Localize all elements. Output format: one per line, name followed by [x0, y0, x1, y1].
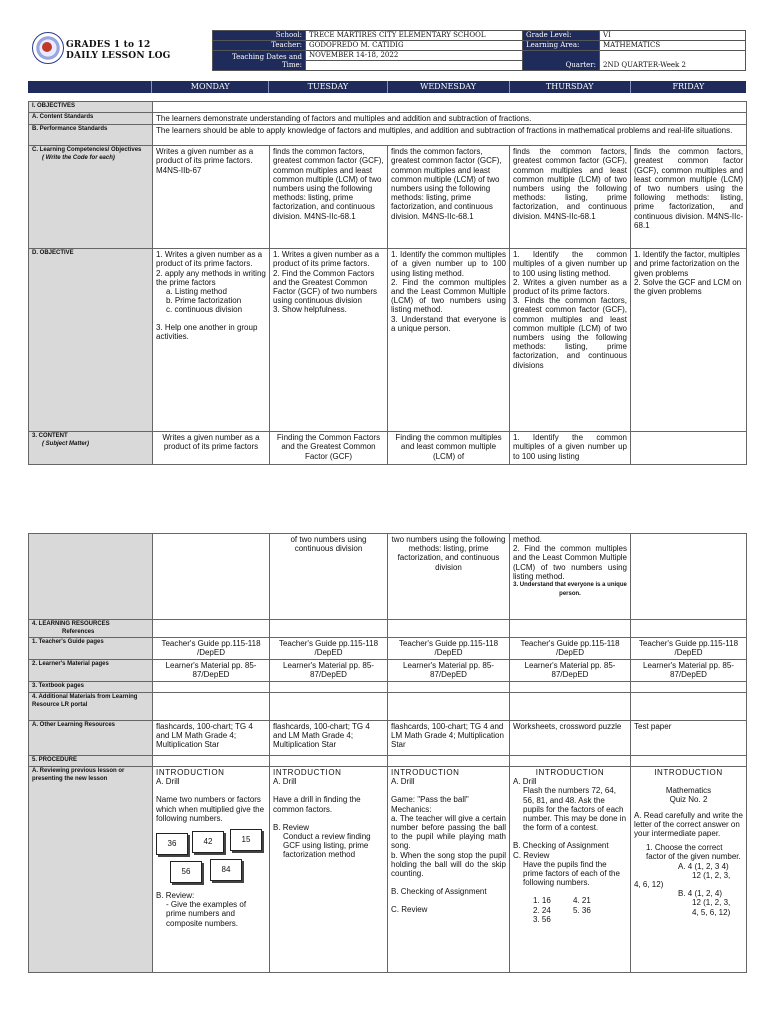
tg-friday: Teacher's Guide pp.115-118 /DepED: [631, 638, 747, 660]
ol-thursday: Worksheets, crossword puzzle: [510, 721, 631, 756]
grade-label: Grade Level:: [523, 31, 600, 41]
fri-choice-a: A. 4 (1, 2, 3 4): [678, 861, 729, 871]
additional-materials-label: 4. Additional Materials from Learning Resource LR portal: [29, 693, 153, 721]
content-cont-friday: [631, 534, 747, 620]
fri-choice-a-end: 4, 6, 12): [634, 880, 664, 890]
ol-friday: Test paper: [631, 721, 747, 756]
day-monday: MONDAY: [151, 81, 268, 93]
obj-tue-3: 3. Show helpfulness.: [273, 305, 347, 315]
area-label: Learning Area:: [523, 41, 600, 51]
content-cont-label: [29, 534, 153, 620]
thu-review-text: Have the pupils find the prime factors of each of the following numbers.: [523, 859, 620, 888]
brand-line-1: GRADES 1 to 12: [66, 40, 151, 50]
quarter-value: 2ND QUARTER-Week 2: [600, 51, 746, 71]
weekday-bar: [28, 81, 746, 93]
objectives-blank: [153, 102, 747, 113]
tue-drill-text: Have a drill in finding the common factors.: [273, 795, 361, 814]
wed-checking: B. Checking of Assignment: [391, 887, 487, 897]
lm-monday: Learner's Material pp. 85-87/DepED: [153, 660, 270, 682]
day-tuesday: TUESDAY: [268, 81, 386, 93]
wed-intro: INTRODUCTION: [391, 768, 460, 777]
number-box: 56: [170, 861, 202, 883]
fri-choice-a-cont: 12 (1, 2, 3,: [692, 870, 731, 880]
content-standards-text: The learners demonstrate understanding of factors and multiples and addition and subtraction of fractions.: [153, 113, 747, 125]
obj-tue-1: 1. Writes a given number as a product of its prime factors.: [273, 250, 380, 269]
brand-title: [66, 40, 171, 62]
day-thursday: THURSDAY: [509, 81, 630, 93]
fri-choice-b: B. 4 (1, 2, 4): [678, 889, 723, 899]
objective-thursday: [510, 249, 631, 432]
content-cont-monday: [153, 534, 270, 620]
procedure-monday: [153, 767, 270, 973]
wed-game: Game: "Pass the ball": [391, 795, 469, 805]
obj-thu-3: 3. Finds the common factors, greatest common factor (GCF), common multiples and least common multiple (LCM) of two numbers using the following methods: listing, prime factorization, and continuous divisions: [513, 296, 627, 370]
obj-mon-2c: c. continuous division: [166, 305, 243, 315]
obj-thu-2: 2. Writes a given number as a product of its prime factors.: [513, 277, 627, 297]
weekday-blank: [28, 81, 151, 93]
lr-title: 4. LEARNING RESOURCES: [32, 621, 110, 627]
content-thursday: 1. Identify the common multiples of a given number up to 100 using listing: [510, 432, 631, 465]
learning-resources-label: [29, 620, 153, 638]
obj-fri-2: 2. Solve the GCF and LCM on the given problems: [634, 277, 742, 297]
number-box: 42: [192, 831, 224, 853]
list-item: 2. 24: [533, 905, 551, 915]
day-friday: FRIDAY: [630, 81, 746, 93]
lr-sub: References: [62, 628, 95, 635]
content-cont-wednesday: two numbers using the following methods: listing, prime factorization, and continuous division: [388, 534, 510, 620]
tg-wednesday: Teacher's Guide pp.115-118 /DepED: [388, 638, 510, 660]
content-wednesday: Finding the common multiples and least common multiple (LCM) of: [388, 432, 510, 465]
wed-mechanics: Mechanics:: [391, 804, 432, 814]
area-value: MATHEMATICS: [600, 41, 746, 51]
content-title: 3. CONTENT: [32, 433, 68, 440]
obj-mon-2a: a. Listing method: [166, 287, 227, 297]
mon-intro: INTRODUCTION: [156, 768, 225, 777]
content-label: [29, 432, 153, 465]
competency-monday: Writes a given number as a product of its prime factors. M4NS-IIb-67: [153, 146, 270, 249]
lm-thursday: Learner's Material pp. 85-87/DepED: [510, 660, 631, 682]
fri-choice-b-end: 4, 5, 6, 12): [692, 907, 731, 917]
obj-fri-1: 1. Identify the factor, multiples and prime factorization on the given problems: [634, 250, 740, 278]
obj-wed-3: 3. Understand that everyone is a unique person.: [391, 314, 506, 333]
content-cont-thursday-text: method. 2. Find the common multiples and the Least Common Multiple (LCM) of two numbers using listing method.: [513, 535, 627, 581]
thu-number-list: [513, 896, 627, 924]
competency-thursday: finds the common factors, greatest common factor (GCF), common multiples and least common multiple (LCM) of two numbers using the following methods: listing, prime factorization, and continuous division. M4NS-IIc-68.1: [510, 146, 631, 249]
teacher-value: GODOFREDO M. CATIDIG: [306, 41, 523, 51]
list-item: 3. 56: [533, 914, 551, 924]
dates-blank: [306, 61, 523, 71]
competencies-label: [29, 146, 153, 249]
content-cont-tuesday: of two numbers using continuous division: [270, 534, 388, 620]
wed-review: C. Review: [391, 905, 428, 915]
lm-friday: Learner's Material pp. 85-87/DepED: [631, 660, 747, 682]
content-tuesday: Finding the Common Factors and the Greatest Common Factor (GCF): [270, 432, 388, 465]
performance-standards-label: B. Performance Standards: [29, 125, 153, 146]
mon-drill-text: Name two numbers or factors which when multiplied give the following numbers.: [156, 795, 265, 823]
fri-question-1: 1. Choose the correct factor of the given number.: [646, 843, 741, 862]
dates-label: Teaching Dates and Time:: [213, 51, 306, 71]
number-box: 84: [210, 859, 242, 881]
thu-drill: A. Drill: [513, 777, 537, 787]
objective-tuesday: [270, 249, 388, 432]
tue-drill: A. Drill: [273, 777, 297, 787]
obj-mon-3: 3. Help one another in group activities.: [156, 322, 258, 341]
dates-value: NOVEMBER 14-18, 2022: [306, 51, 523, 61]
learners-material-label: 2. Learner's Material pages: [29, 660, 153, 682]
tg-tuesday: Teacher's Guide pp.115-118 /DepED: [270, 638, 388, 660]
number-box: 36: [156, 833, 188, 855]
thu-intro: INTRODUCTION: [535, 768, 605, 777]
content-cont-thursday-bold: 3. Understand that everyone is a unique person.: [513, 582, 627, 598]
fri-choice-b-cont: 12 (1, 2, 3,: [692, 898, 731, 908]
mon-review: B. Review:: [156, 891, 195, 901]
school-label: School:: [213, 31, 306, 41]
content-cont-thursday: [510, 534, 631, 620]
fri-title: Mathematics: [665, 786, 712, 796]
objective-monday: [153, 249, 270, 432]
fri-quiz: Quiz No. 2: [669, 795, 708, 805]
competencies-title: C. Learning Competencies/ Objectives: [32, 147, 142, 154]
obj-mon-1: 1. Writes a given number as a product of its prime factors.: [156, 250, 263, 269]
teachers-guide-label: 1. Teacher's Guide pages: [29, 638, 153, 660]
obj-wed-1: 1. Identify the common multiples of a given number up to 100 using listing method.: [391, 250, 506, 278]
tg-thursday: Teacher's Guide pp.115-118 /DepED: [510, 638, 631, 660]
wed-drill: A. Drill: [391, 777, 415, 787]
thu-drill-text: Flash the numbers 72, 64, 56, 81, and 48. Ask the pupils for the factors of each number. This may be done in the form of a contest.: [523, 786, 627, 833]
procedure-label: 5. PROCEDURE: [29, 756, 153, 767]
procedure-friday: [631, 767, 747, 973]
performance-standards-text: The learners should be able to apply knowledge of factors and multiples, and addition and subtraction of fractions in mathematical problems and real-life situations.: [153, 125, 747, 146]
ol-tuesday: flashcards, 100-chart; TG 4 and LM Math Grade 4; Multiplication Star: [270, 721, 388, 756]
procedure-tuesday: [270, 767, 388, 973]
review-label: A. Reviewing previous lesson or presenting the new lesson: [29, 767, 153, 973]
competencies-sub: ( Write the Code for each): [42, 154, 115, 161]
tue-intro: INTRODUCTION: [273, 768, 342, 777]
grade-value: VI: [600, 31, 746, 41]
day-wednesday: WEDNESDAY: [387, 81, 509, 93]
obj-wed-2: 2. Find the common multiples and the Least Common Multiple (LCM) of two numbers using listing method.: [391, 277, 506, 315]
school-value: TRECE MARTIRES CITY ELEMENTARY SCHOOL: [306, 31, 523, 41]
lm-tuesday: Learner's Material pp. 85-87/DepED: [270, 660, 388, 682]
thu-review: C. Review: [513, 850, 550, 860]
content-sub: ( Subject Matter): [42, 440, 90, 447]
procedure-thursday: [510, 767, 631, 973]
wed-mech-b: b. When the song stop the pupil holding the ball will do the skip counting.: [391, 850, 506, 879]
lesson-log-header: [28, 30, 746, 74]
ol-wednesday: flashcards, 100-chart; TG 4 and LM Math Grade 4; Multiplication Star: [388, 721, 510, 756]
list-item: 4. 21: [573, 896, 591, 906]
textbook-label: 3. Textbook pages: [29, 682, 153, 693]
lm-wednesday: Learner's Material pp. 85-87/DepED: [388, 660, 510, 682]
fri-instruction: A. Read carefully and write the letter of the correct answer on your intermediate paper.: [634, 810, 743, 839]
procedure-wednesday: [388, 767, 510, 973]
competency-tuesday: finds the common factors, greatest common factor (GCF), common multiples and least common multiple (LCM) of two numbers using the following methods: listing, prime factorization, and continuous division. M4NS-IIc-68.1: [270, 146, 388, 249]
content-monday: Writes a given number as a product of its prime factors: [153, 432, 270, 465]
header-info-grid: [212, 30, 746, 71]
competency-wednesday: finds the common factors, greatest common factor (GCF), common multiples and least common multiple (LCM) of two numbers using the following methods: listing, prime factorization, and continuous division. M4NS-IIc-68.1: [388, 146, 510, 249]
teacher-label: Teacher:: [213, 41, 306, 51]
other-resources-label: A. Other Learning Resources: [29, 721, 153, 756]
ol-monday: flashcards, 100-chart; TG 4 and LM Math Grade 4; Multiplication Star: [153, 721, 270, 756]
competency-friday: finds the common factors, greatest common factor (GCF), common multiples and least common multiple (LCM) of two numbers using the following methods: listing, prime factorization, and continuous division. M4NS-IIc-68.1: [631, 146, 747, 249]
deped-seal-icon: [32, 32, 64, 64]
fri-intro: INTRODUCTION: [654, 768, 723, 777]
number-box: 15: [230, 829, 262, 851]
list-item: 5. 36: [573, 905, 591, 915]
objective-wednesday: [388, 249, 510, 432]
objectives-heading: I. OBJECTIVES: [29, 102, 153, 113]
tue-review: B. Review: [273, 822, 310, 832]
objective-friday: [631, 249, 747, 432]
mon-drill: A. Drill: [156, 777, 180, 787]
obj-thu-1: 1. Identify the common multiples of a given number up to 100 using listing method.: [513, 250, 627, 278]
wed-mech-a: a. The teacher will give a certain number before passing the ball to the pupil while playing math song.: [391, 813, 506, 851]
objective-label: D. OBJECTIVE: [29, 249, 153, 432]
number-boxes: [156, 827, 266, 889]
resources-procedure-table: [28, 533, 747, 973]
tue-review-text: Conduct a review finding GCF using listing, prime factorization method: [283, 832, 371, 860]
obj-tue-2: 2. Find the Common Factors and the Greatest Common Factor (GCF) of two numbers using continuous division: [273, 268, 378, 306]
content-standards-label: A. Content Standards: [29, 113, 153, 125]
thu-checking: B. Checking of Assignment: [513, 841, 609, 851]
obj-mon-2b: b. Prime factorization: [166, 296, 242, 306]
content-friday: [631, 432, 747, 465]
objectives-table: [28, 101, 747, 465]
quarter-label: Quarter:: [523, 51, 600, 71]
list-item: 1. 16: [533, 896, 551, 906]
obj-mon-2: 2. apply any methods in writing the prime factors: [156, 268, 266, 287]
brand-line-2: DAILY LESSON LOG: [66, 51, 171, 61]
tg-monday: Teacher's Guide pp.115-118 /DepED: [153, 638, 270, 660]
mon-review-text: - Give the examples of prime numbers and composite numbers.: [166, 900, 247, 928]
